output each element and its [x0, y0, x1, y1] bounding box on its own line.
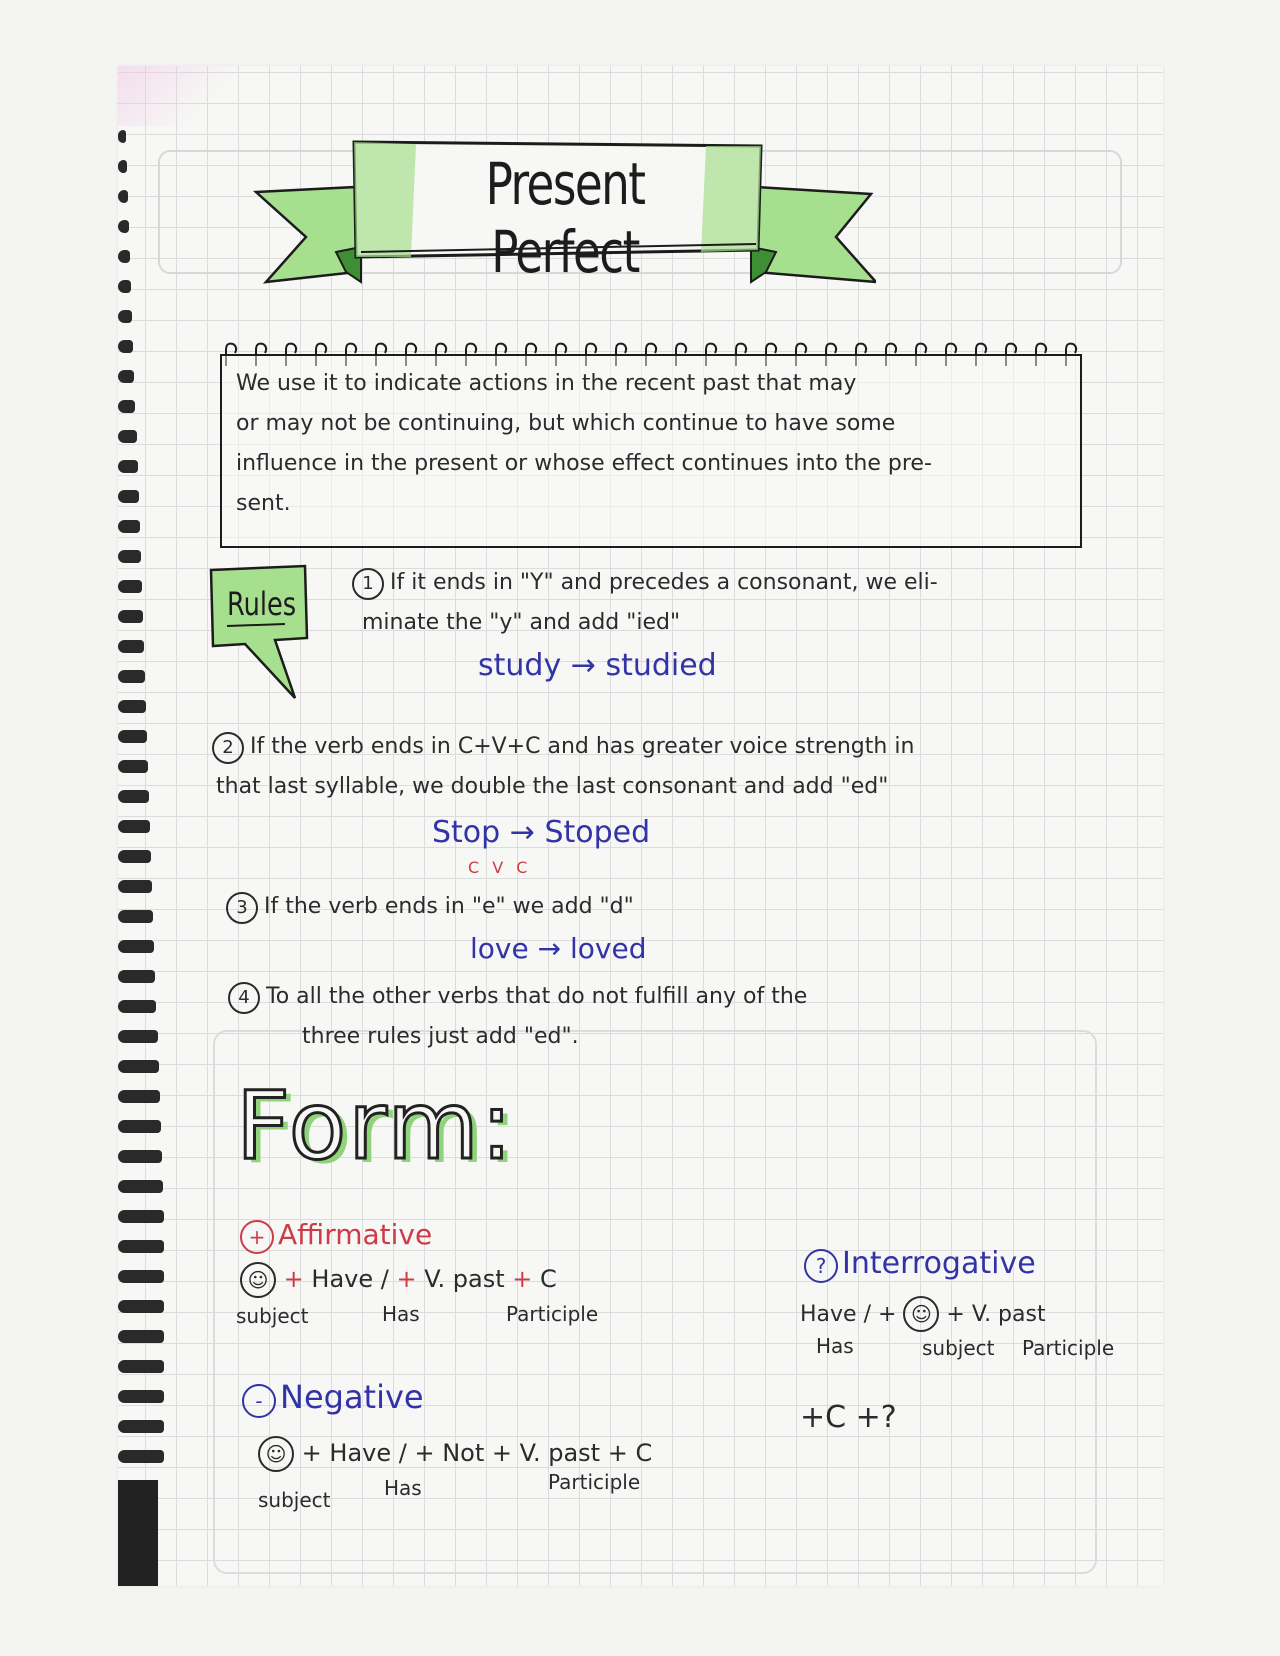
binding-ring [118, 940, 154, 953]
binding-ring [118, 880, 152, 893]
binding-ring [118, 910, 153, 923]
rule-2 [212, 732, 914, 764]
rule-1-example [478, 648, 717, 683]
example-base: study [478, 648, 562, 683]
binding-ring [118, 1360, 164, 1373]
plus: + [946, 1302, 965, 1327]
binding-ring [118, 1270, 164, 1283]
binding-ring [118, 220, 129, 233]
binding-ring [118, 1090, 160, 1103]
binding-ring [118, 1450, 164, 1463]
rule-text: If it ends in "Y" and precedes a consonant, we eli- [390, 570, 938, 595]
example-result: loved [570, 932, 647, 965]
binding-ring [118, 370, 134, 383]
rules-label: Rules [226, 585, 297, 623]
binding-ring [118, 760, 148, 773]
plus: + [491, 1439, 513, 1467]
negative-formula [258, 1436, 652, 1472]
plus: + [301, 1439, 322, 1467]
plus: + [512, 1265, 533, 1293]
binding-ring [118, 1120, 161, 1133]
rule-4-line-2: three rules just add "ed". [302, 1024, 579, 1049]
binding-ring [118, 130, 126, 143]
page-title: Present Perfect [485, 150, 645, 286]
question-mark: +? [855, 1400, 897, 1435]
form-title: Form: [236, 1072, 515, 1181]
rule-number: 3 [226, 892, 258, 924]
binding-ring [118, 730, 147, 743]
rule-3 [226, 892, 634, 924]
binding-ring [118, 640, 144, 653]
affirmative-heading [240, 1218, 432, 1254]
example-base: love [470, 932, 529, 965]
definition-line: We use it to indicate actions in the recent past that may [236, 371, 857, 396]
negative-participle: Participle [548, 1470, 641, 1494]
binding-ring [118, 970, 155, 983]
binding-ring [118, 820, 150, 833]
binding-ring [118, 670, 145, 683]
plus: + [607, 1439, 628, 1467]
affirmative-label: Affirmative [278, 1218, 433, 1251]
binding-ring [118, 280, 131, 293]
binding-ring [118, 700, 146, 713]
binding-ring [118, 1180, 163, 1193]
binding-ring [118, 490, 139, 503]
interrogative-label: Interrogative [842, 1246, 1036, 1281]
have: Have / [329, 1439, 407, 1467]
complement: C [635, 1439, 653, 1467]
interrogative-participle: Participle [1022, 1336, 1115, 1360]
subject-smiley-icon: ☺ [258, 1436, 294, 1472]
binding-ring [118, 850, 151, 863]
interrogative-heading [804, 1246, 1036, 1283]
have: Have / [800, 1302, 871, 1327]
arrow: → [570, 648, 596, 683]
binding-corner [118, 1480, 158, 1586]
complement: C [540, 1265, 557, 1293]
rule-3-example [470, 932, 646, 965]
plus-sign-icon: + [240, 1220, 274, 1254]
negative-has: Has [384, 1476, 422, 1500]
binding-ring [118, 580, 142, 593]
rule-2-example [432, 815, 650, 850]
binding-ring [118, 1150, 162, 1163]
binding-ring [118, 1000, 156, 1013]
interrogative-has: Has [816, 1334, 854, 1358]
binding-ring [118, 1390, 164, 1403]
binding-ring [118, 430, 137, 443]
rule-4 [228, 982, 807, 1014]
plus: + [283, 1265, 304, 1293]
example-result: Stoped [544, 815, 651, 850]
rule-text: If the verb ends in C+V+C and has greater voice strength in [250, 734, 915, 759]
binding-ring [118, 1210, 164, 1223]
negative-heading [242, 1378, 424, 1418]
subject-smiley-icon: ☺ [903, 1296, 939, 1332]
plus: + [877, 1302, 897, 1327]
not: Not [442, 1439, 485, 1467]
binding-ring [118, 190, 128, 203]
affirmative-subject-label: subject [236, 1304, 309, 1328]
arrow: → [537, 932, 562, 965]
cvc-note: C V C [468, 858, 532, 877]
example-result: studied [605, 648, 717, 683]
binding-ring [118, 610, 143, 623]
arrow: → [509, 815, 535, 850]
plus: + [396, 1265, 417, 1293]
vpast: V. past [971, 1302, 1046, 1327]
binding-ring [118, 1300, 164, 1313]
rule-2-line-2: that last syllable, we double the last consonant and add "ed" [216, 774, 889, 799]
plus: + [414, 1439, 435, 1467]
binding-ring [118, 400, 135, 413]
example-base: Stop [432, 815, 501, 850]
definition-line: or may not be continuing, but which continue to have some [236, 411, 896, 436]
binding-ring [118, 340, 133, 353]
binding-ring [118, 160, 127, 173]
interrogative-formula [800, 1296, 1046, 1332]
interrogative-subject-label: subject [922, 1336, 995, 1360]
rule-1 [352, 568, 938, 600]
affirmative-participle: Participle [506, 1302, 599, 1326]
negative-label: Negative [280, 1378, 424, 1416]
binding-ring [118, 1060, 159, 1073]
question-sign-icon: ? [804, 1249, 838, 1283]
binding-ring [118, 520, 140, 533]
binding-ring [118, 1240, 164, 1253]
negative-subject-label: subject [258, 1488, 331, 1512]
affirmative-has: Has [382, 1302, 420, 1326]
rule-text: If the verb ends in "e" we add "d" [264, 894, 634, 919]
binding-ring [118, 460, 138, 473]
rule-text: To all the other verbs that do not fulfill any of the [266, 984, 808, 1009]
have: Have / [311, 1265, 389, 1293]
binding-ring [118, 250, 130, 263]
affirmative-formula [240, 1262, 557, 1298]
rule-number: 1 [352, 568, 384, 600]
binding-ring [118, 550, 141, 563]
rule-number: 2 [212, 732, 244, 764]
binding-ring [118, 790, 149, 803]
definition-line: sent. [236, 491, 291, 516]
interrogative-ending [800, 1400, 897, 1435]
binding-ring [118, 1030, 158, 1043]
complement: +C [800, 1400, 847, 1435]
minus-sign-icon: - [242, 1384, 276, 1418]
subject-smiley-icon: ☺ [240, 1262, 276, 1298]
vpast: V. past [424, 1265, 505, 1293]
rule-1-line-2: minate the "y" and add "ied" [362, 610, 681, 635]
page-stain [118, 66, 238, 126]
binding-ring [118, 310, 132, 323]
binding-ring [118, 1330, 164, 1343]
definition-text [236, 364, 1066, 524]
binding-ring [118, 1420, 164, 1433]
definition-line: influence in the present or whose effect continues into the pre- [236, 451, 932, 476]
rules-bubble [205, 558, 325, 708]
vpast: V. past [519, 1439, 601, 1467]
rule-number: 4 [228, 982, 260, 1014]
